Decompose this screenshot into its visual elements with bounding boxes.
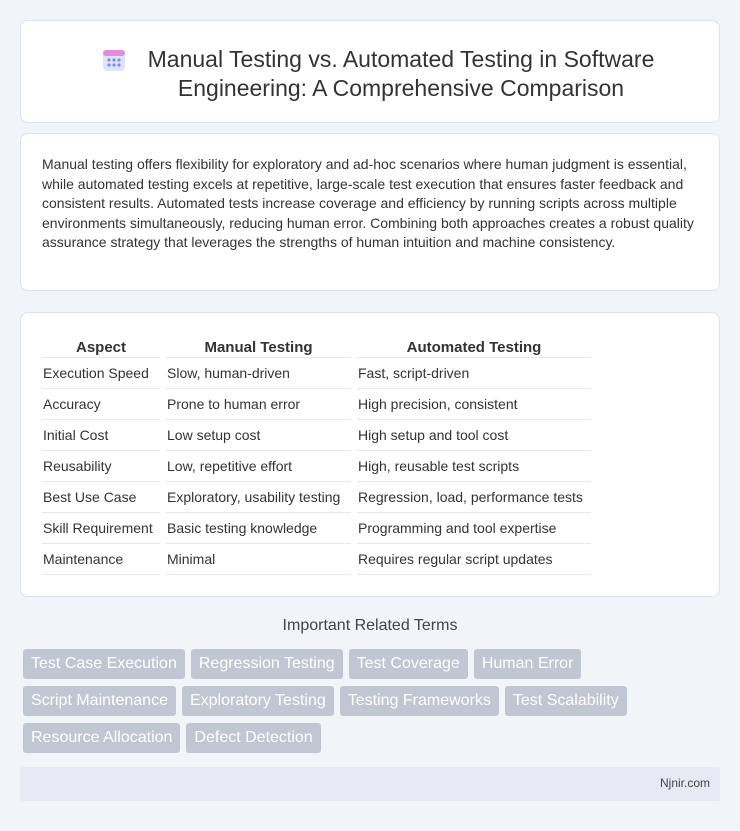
table-row <box>42 358 591 389</box>
comparison-table-card <box>20 312 720 597</box>
related-term-tag[interactable]: Test Scalability <box>505 686 627 716</box>
page-title: Manual Testing vs. Automated Testing in Software Engineering: A Comprehensive Comparison <box>147 46 655 101</box>
table-cell: High, reusable test scripts <box>357 451 591 482</box>
table-cell: Execution Speed <box>42 358 160 389</box>
table-row <box>42 544 591 575</box>
table-cell: Maintenance <box>42 544 160 575</box>
related-terms-list <box>23 649 723 753</box>
table-cell: Prone to human error <box>166 389 351 420</box>
table-cell: Programming and tool expertise <box>357 513 591 544</box>
table-cell: Slow, human-driven <box>166 358 351 389</box>
table-cell: Low, repetitive effort <box>166 451 351 482</box>
table-cell: Skill Requirement <box>42 513 160 544</box>
table-cell: Basic testing knowledge <box>166 513 351 544</box>
related-term-tag[interactable]: Defect Detection <box>186 723 320 753</box>
comparison-table <box>36 334 597 575</box>
table-cell: High setup and tool cost <box>357 420 591 451</box>
table-row <box>42 420 591 451</box>
table-cell: Requires regular script updates <box>357 544 591 575</box>
related-term-tag[interactable]: Resource Allocation <box>23 723 180 753</box>
intro-paragraph: Manual testing offers flexibility for exploratory and ad-hoc scenarios where human judgment is essential, while automated testing excels at repetitive, large-scale test execution that ensures faster feedback and consistent results. Automated tests increase coverage and efficiency by running scripts across multiple environments simultaneously, reducing human error. Combining both approaches creates a robust quality assurance strategy that leverages the strengths of human intuition and machine consistency. <box>42 156 694 250</box>
title-card <box>20 20 720 123</box>
related-term-tag[interactable]: Exploratory Testing <box>182 686 334 716</box>
table-row <box>42 389 591 420</box>
table-cell: Exploratory, usability testing <box>166 482 351 513</box>
table-cell: High precision, consistent <box>357 389 591 420</box>
table-row <box>42 513 591 544</box>
table-cell: Low setup cost <box>166 420 351 451</box>
intro-card <box>20 133 720 291</box>
footer-site-link[interactable]: Njnir.com <box>659 776 710 790</box>
table-row <box>42 451 591 482</box>
table-cell: Best Use Case <box>42 482 160 513</box>
related-term-tag[interactable]: Regression Testing <box>191 649 343 679</box>
table-row <box>42 482 591 513</box>
table-cell: Accuracy <box>42 389 160 420</box>
table-cell: Initial Cost <box>42 420 160 451</box>
column-header-aspect: Aspect <box>42 334 160 358</box>
column-header-automated: Automated Testing <box>357 334 591 358</box>
related-term-tag[interactable]: Human Error <box>474 649 582 679</box>
related-term-tag[interactable]: Script Maintenance <box>23 686 176 716</box>
related-term-tag[interactable]: Test Case Execution <box>23 649 185 679</box>
related-term-tag[interactable]: Test Coverage <box>349 649 468 679</box>
footer <box>20 767 720 801</box>
related-terms-title: Important Related Terms <box>282 617 458 634</box>
column-header-manual: Manual Testing <box>166 334 351 358</box>
table-cell: Reusability <box>42 451 160 482</box>
table-cell: Minimal <box>166 544 351 575</box>
table-cell: Regression, load, performance tests <box>357 482 591 513</box>
table-cell: Fast, script-driven <box>357 358 591 389</box>
table-header-row <box>42 334 591 358</box>
related-term-tag[interactable]: Testing Frameworks <box>340 686 499 716</box>
